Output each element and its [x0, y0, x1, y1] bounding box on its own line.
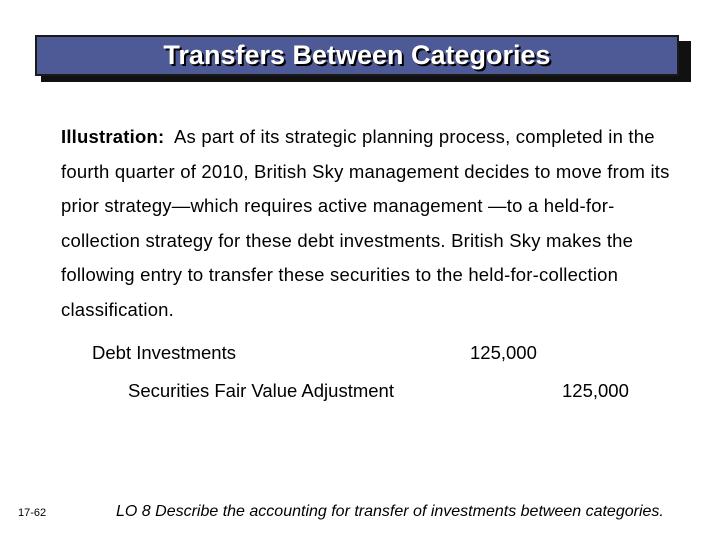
slide-title: Transfers Between Categories: [163, 40, 551, 70]
illustration-text: As part of its strategic planning process, completed in the fourth quarter of 2010, British Sky management decides to move from its prior strategy—which requires active management —to a held-for-collection strategy for these debt investments. British Sky makes the following entry to transfer these securities to the held-for-collection classification.: [61, 126, 670, 320]
page-number: 17-62: [18, 507, 47, 519]
title-bar: [35, 35, 679, 76]
credit-amount: 125,000: [562, 380, 629, 401]
credit-account: Securities Fair Value Adjustment: [128, 380, 394, 401]
illustration-label: Illustration:: [61, 126, 165, 147]
debit-amount: 125,000: [470, 342, 537, 363]
debit-account: Debt Investments: [92, 342, 236, 363]
learning-objective: LO 8 Describe the accounting for transfer of investments between categories.: [116, 503, 664, 520]
illustration-paragraph: [61, 120, 671, 327]
